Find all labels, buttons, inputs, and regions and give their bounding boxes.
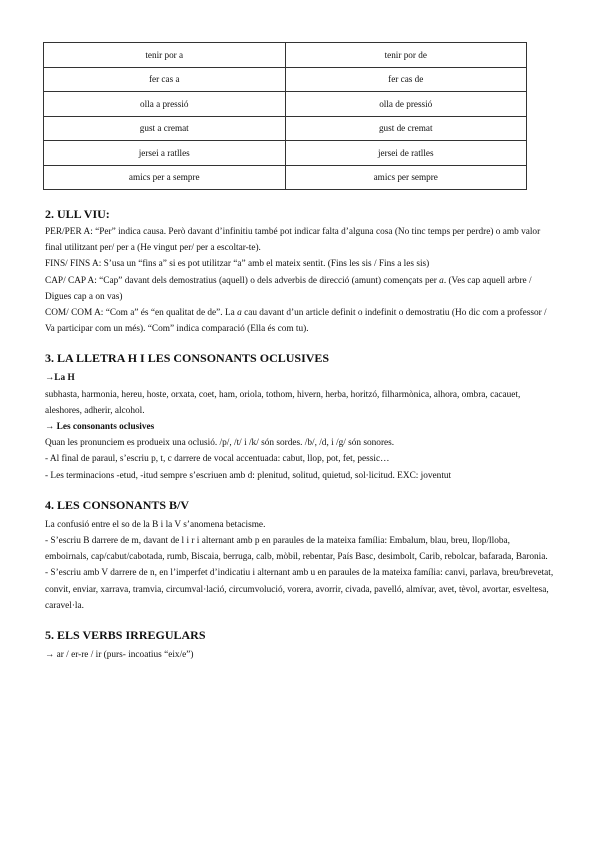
table-cell-left: jersei a ratlles [44, 141, 286, 166]
section-title: 4. LES CONSONANTS B/V [45, 497, 190, 512]
text-run: cau davant d’un article definit o indefinit o demostratiu (Ho dic com a professor / Va participar com un més). “Com” indica comparació (Ella és com tu). [45, 308, 547, 335]
table-cell-left: gust a cremat [44, 116, 286, 141]
text-run: . (Ves cap aquell arbre / Digues cap a on vas) [45, 275, 532, 302]
table-cell-left: amics per a sempre [44, 165, 286, 190]
table-row [44, 116, 527, 141]
paragraph-terminacions: - Les terminacions -etud, -itud sempre s’escriuen amb d: plenitud, solitud, quietud, sol·licitud. EXC: joventut [45, 470, 452, 481]
paragraph-betacisme: La confusió entre el so de la B i la V s’anomena betacisme. [45, 519, 266, 530]
paragraph-oclusio: Quan les pronunciem es produeix una oclusió. /p/, /t/ i /k/ són sordes. /b/, /d, i /g/ són sonores. [45, 438, 395, 449]
section-title: 5. ELS VERBS IRREGULARS [45, 628, 206, 643]
table-cell-left: fer cas a [44, 67, 286, 92]
table-row [44, 92, 527, 117]
text-run: COM/ COM A: “Com a” és “en qualitat de de”. La [45, 308, 238, 319]
italic-letter: a [237, 308, 242, 319]
paragraph-per-per-a: PER/PER A: “Per” indica causa. Però davant d’infinitiu també pot indicar falta d’alguna cosa (No tinc temps per perdre) o amb valor final utilitzant per/ per a (He vingut per/ per a escoltar-te). [45, 227, 541, 254]
paragraph-com-com-a [45, 305, 555, 337]
table-cell-left: tenir por a [44, 43, 286, 68]
table-cell-right: amics per sempre [285, 165, 527, 190]
table-cell-left: olla a pressió [44, 92, 286, 117]
paragraph-rule-v: - S’escriu amb V darrere de n, en l’imperfet d’indicatiu i alternant amb u en paraules de la mateixa família: canvi, parlava, breu/brevetat, convit, enviar, xarrava, tramvia, circumval·lació, circumvolució, vorera, avorrir, civada, pavelló, almívar, avet, tèvol, avortar, esveltesa, caravel·la. [45, 568, 554, 611]
section-title: 2. ULL VIU: [45, 207, 110, 221]
table-cell-right: olla de pressió [285, 92, 527, 117]
table-cell-right: fer cas de [285, 67, 527, 92]
paragraph-verb-types: → ar / er-re / ir (purs- incoatius “eix/e”) [45, 650, 194, 661]
table-cell-right: jersei de ratlles [285, 141, 527, 166]
table-row [44, 165, 527, 190]
paragraph-fins-fins-a: FINS/ FINS A: S’usa un “fins a” si es pot utilitzar “a” amb el mateix sentit. (Fins les sis / Fins a les sis) [45, 259, 430, 270]
preposition-pairs-table [43, 42, 527, 190]
subheading-oclusives: → Les consonants oclusives [45, 422, 155, 433]
table-cell-right: gust de cremat [285, 116, 527, 141]
section-ull-viu [45, 206, 555, 337]
italic-letter: a [439, 275, 444, 286]
table-row [44, 141, 527, 166]
text-run: CAP/ CAP A: “Cap” davant dels demostratius (aquell) o dels adverbis de direcció (amunt) començats per [45, 275, 440, 286]
section-title: 3. LA LLETRA H I LES CONSONANTS OCLUSIVES [45, 351, 330, 366]
section-lletra-h [45, 350, 555, 483]
pairs-table-body [44, 43, 527, 190]
table-cell-right: tenir por de [285, 43, 527, 68]
section-consonants-bv [45, 497, 555, 614]
table-row [44, 67, 527, 92]
table-row [44, 43, 527, 68]
paragraph-cap-cap-a [45, 273, 555, 305]
paragraph-rule-b: - S’escriu B darrere de m, davant de l i r i alternant amb p en paraules de la mateixa família: Embalum, blau, breu, llop/lloba, emboirnals, cap/cabut/cabotada, rumb, Biscaia, berruga, calb, mòbil, rebentar, País Basc, desimbolt, Carib, rebolcar, bafarada, Baronia. [45, 536, 548, 563]
subheading-la-h: →La H [45, 373, 75, 384]
paragraph-final-paraula: - Al final de paraul, s’escriu p, t, c darrere de vocal accentuada: cabut, llop, pot, fet, pessic… [45, 454, 390, 465]
paragraph-h-words: subhasta, harmonia, hereu, hoste, orxata, coet, ham, oriola, tothom, hivern, herba, horitzó, filharmònica, alhora, ombra, cacauet, aleshores, adherir, alcohol. [45, 389, 521, 416]
section-verbs-irregulars [45, 627, 555, 663]
document-body [45, 206, 555, 663]
